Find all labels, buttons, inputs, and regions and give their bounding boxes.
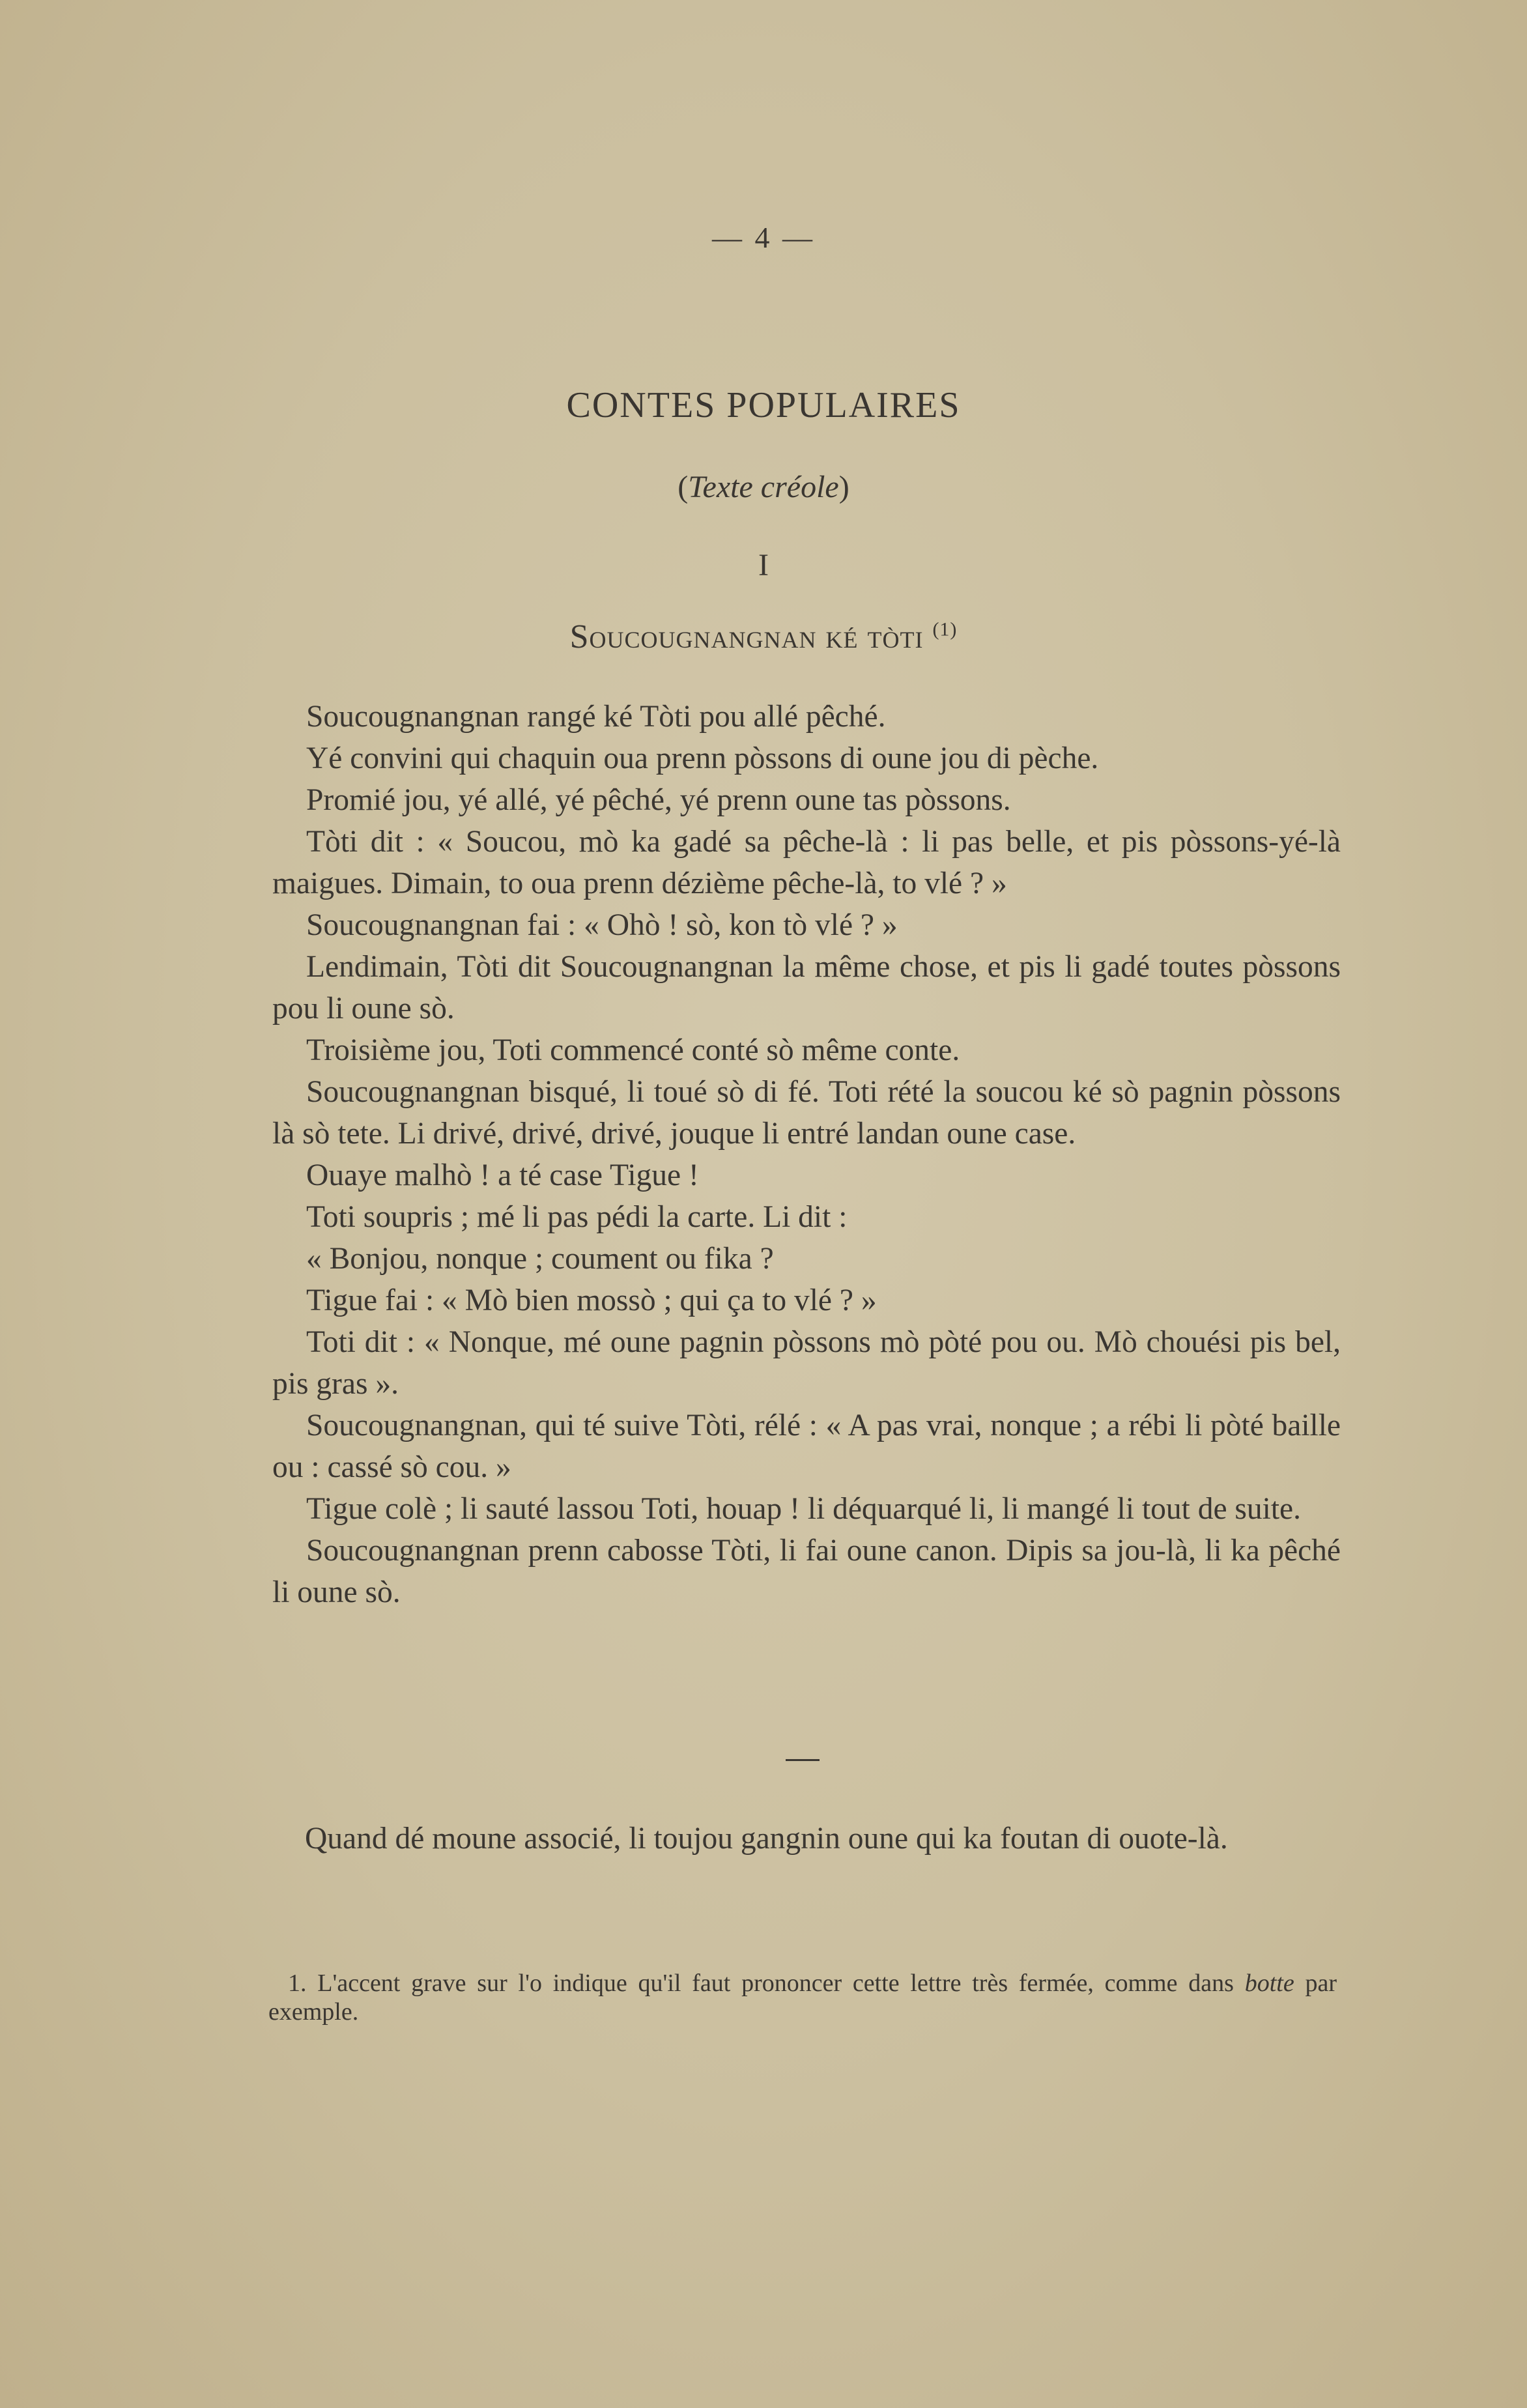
page-title: CONTES POPULAIRES	[566, 385, 961, 425]
footnote	[268, 1969, 1337, 2026]
section-divider	[786, 1759, 820, 1761]
paragraph: Promié jou, yé allé, yé pêché, yé prenn oune tas pòssons.	[306, 783, 1011, 817]
footnote-text	[268, 1969, 1337, 2026]
page-number: — 4 —	[712, 221, 815, 254]
paragraph: « Bonjou, nonque ; coument ou fika ?	[306, 1242, 774, 1276]
moral-text: Quand dé moune associé, li toujou gangnin oune qui ka foutan di ouote-là.	[305, 1822, 1228, 1856]
story-title	[0, 618, 1527, 656]
footnote-reference: (1)	[932, 618, 958, 640]
paragraph: Tòti dit : « Soucou, mò ka gadé sa pêche-là : li pas belle, et pis pòssons-yé-là maigues. Dimain, to oua prenn dézième pêche-là, to vlé ? »	[272, 825, 1341, 900]
paragraph: Toti dit : « Nonque, mé oune pagnin pòssons mò pòté pou ou. Mò chouési pis bel, pis gras ».	[272, 1325, 1341, 1401]
paragraph: Ouaye malhò ! a té case Tigue !	[306, 1158, 699, 1192]
paragraph: Soucougnangnan fai : « Ohò ! sò, kon tò vlé ? »	[306, 908, 898, 942]
paragraph: Lendimain, Tòti dit Soucougnangnan la même chose, et pis li gadé toutes pòssons pou li oune sò.	[272, 950, 1341, 1025]
section-number: I	[758, 548, 769, 582]
paragraph: Troisième jou, Toti commencé conté sò même conte.	[306, 1033, 960, 1067]
paragraph: Yé convini qui chaquin oua prenn pòssons di oune jou di pèche.	[306, 741, 1099, 775]
story-moral	[268, 1818, 1337, 1859]
page-subtitle	[0, 469, 1527, 505]
subtitle-open-paren: (	[678, 470, 689, 504]
footnote-italic-word: botte	[1244, 1970, 1294, 1997]
paragraph: Toti soupris ; mé li pas pédi la carte. Li dit :	[306, 1200, 848, 1234]
paragraph: Soucougnangnan, qui té suive Tòti, rélé : « A pas vrai, nonque ; a rébi li pòté baille ou : cassé sò cou. »	[272, 1409, 1341, 1484]
paragraph: Tigue colè ; li sauté lassou Toti, houap ! li déquarqué li, li mangé li tout de suite.	[306, 1492, 1302, 1526]
story-body	[272, 696, 1341, 1613]
paragraph: Soucougnangnan prenn cabosse Tòti, li fai oune canon. Dipis sa jou-là, li ka pêché li oune sò.	[272, 1534, 1341, 1609]
paragraph: Tigue fai : « Mò bien mossò ; qui ça to vlé ? »	[306, 1283, 877, 1317]
story-title-text: Soucougnangnan ké tòti	[569, 618, 924, 655]
subtitle-close-paren: )	[838, 470, 849, 504]
paragraph: Soucougnangnan rangé ké Tòti pou allé pêché.	[306, 700, 886, 734]
subtitle-text: Texte créole	[688, 470, 839, 504]
paragraph: Soucougnangnan bisqué, li toué sò di fé. Toti rété la soucou ké sò pagnin pòssons là sò tete. Li drivé, drivé, drivé, jouque li entré landan oune case.	[272, 1075, 1341, 1151]
footnote-text-start: 1. L'accent grave sur l'o indique qu'il faut prononcer cette lettre très fermée, comme dans	[288, 1970, 1245, 1997]
footnote-text-end: par exemple.	[268, 1970, 1337, 2026]
